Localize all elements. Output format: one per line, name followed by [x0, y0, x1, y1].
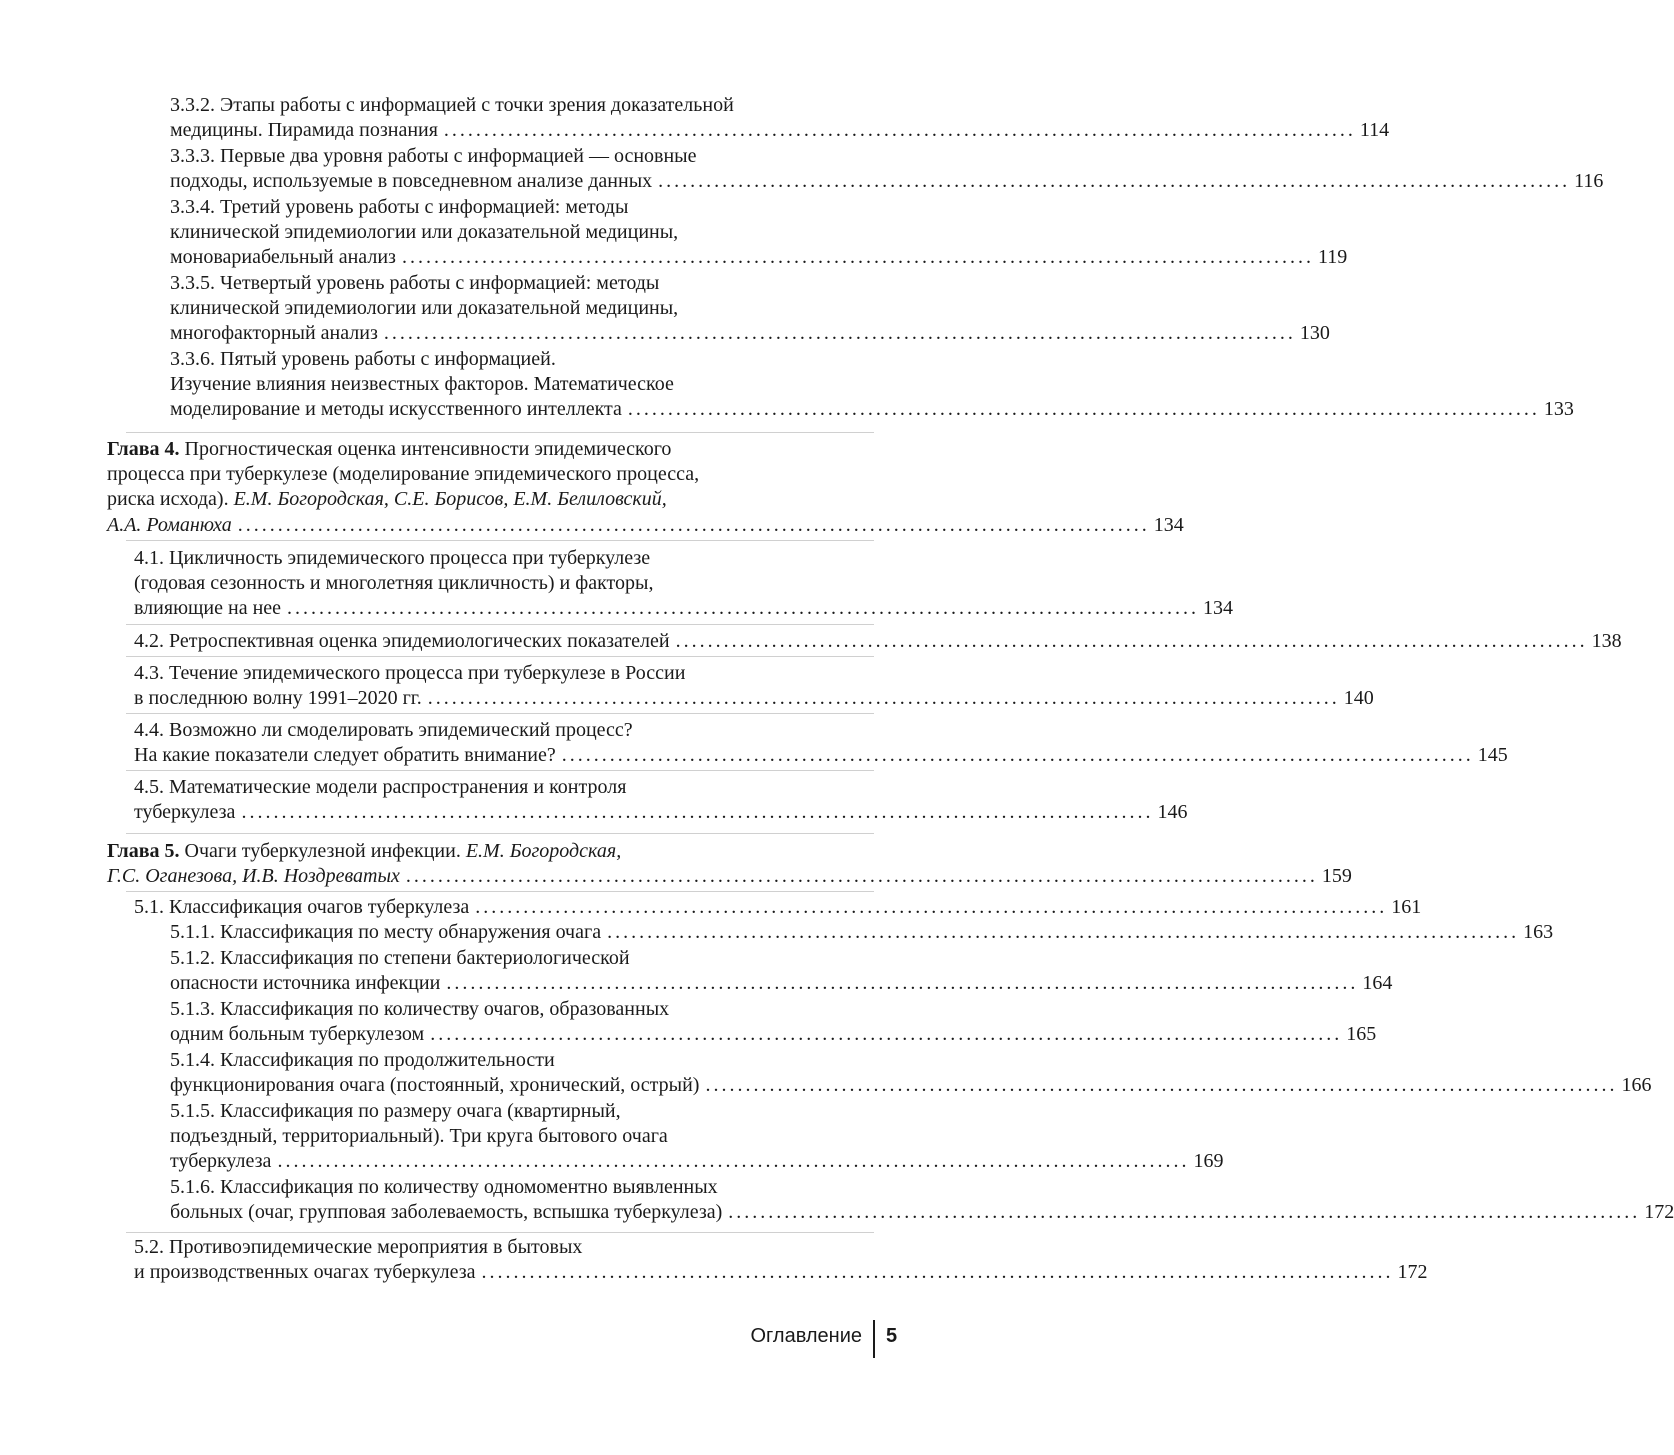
toc-entry-text: 5.1.3. Классификация по количеству очагов, образованных: [170, 998, 670, 1020]
divider: [126, 770, 874, 771]
toc-page-number: 164: [1362, 972, 1393, 995]
dot-leader: ..................................................................................................................: [728, 1201, 1641, 1224]
toc-entry[interactable]: [134, 775, 1188, 825]
toc-entry-text: 3.3.5. Четвертый уровень работы с информацией: методы: [170, 272, 660, 294]
toc-entry-text: 3.3.4. Третий уровень работы с информацией: методы: [170, 196, 629, 218]
toc-entry[interactable]: [170, 93, 1390, 143]
dot-leader: ..................................................................................................................: [405, 865, 1318, 888]
dot-leader: ..................................................................................................................: [427, 687, 1340, 710]
toc-entry-text: 5.1.1. Классификация по месту обнаружения очага: [170, 921, 602, 943]
chapter-label: Глава 5.: [107, 840, 180, 862]
toc-entry[interactable]: [170, 997, 1377, 1047]
toc-entry-text: клинической эпидемиологии или доказательной медицины,: [170, 221, 679, 244]
divider: [126, 891, 874, 892]
toc-entry[interactable]: [170, 144, 1604, 194]
divider: [126, 1232, 874, 1233]
toc-entry-text: одним больным туберкулезом: [170, 1023, 425, 1046]
toc-entry[interactable]: [134, 661, 1374, 711]
toc-entry-text: 5.1.4. Классификация по продолжительности: [170, 1049, 555, 1071]
toc-entry-text: 5.1.5. Классификация по размеру очага (квартирный,: [170, 1100, 621, 1122]
toc-entry-text: моновариабельный анализ: [170, 246, 396, 269]
toc-entry-text: 5.1.6. Классификация по количеству одномоментно выявленных: [170, 1176, 718, 1198]
toc-page-number: 145: [1477, 744, 1508, 767]
dot-leader: ..................................................................................................................: [481, 1261, 1394, 1284]
dot-leader: ..................................................................................................................: [627, 398, 1540, 421]
dot-leader: ..................................................................................................................: [287, 597, 1200, 620]
toc-entry-text: функционирования очага (постоянный, хронический, острый): [170, 1074, 700, 1097]
dot-leader: ..................................................................................................................: [446, 972, 1359, 995]
toc-page-number: 146: [1157, 801, 1188, 824]
toc-entry-text: 5.2. Противоэпидемические мероприятия в бытовых: [134, 1236, 583, 1258]
toc-entry-text: и производственных очагах туберкулеза: [134, 1261, 476, 1284]
toc-page-number: 119: [1317, 246, 1348, 269]
dot-leader: ..................................................................................................................: [607, 921, 1520, 943]
divider: [126, 656, 874, 657]
toc-page-number: 134: [1153, 513, 1184, 536]
toc-entry-text: опасности источника инфекции: [170, 972, 441, 995]
divider: [126, 624, 874, 625]
dot-leader: ..................................................................................................................: [675, 630, 1588, 652]
toc-entry[interactable]: [134, 629, 1622, 654]
footer-divider: [873, 1320, 875, 1358]
toc-page-number: 161: [1391, 896, 1422, 918]
divider: [126, 833, 874, 834]
dot-leader: ..................................................................................................................: [241, 801, 1154, 824]
toc-entry[interactable]: [134, 1235, 1428, 1285]
toc-entry-text: 4.5. Математические модели распространения и контроля: [134, 776, 627, 798]
dot-leader: ..................................................................................................................: [237, 513, 1150, 536]
toc-entry-text: туберкулеза: [170, 1150, 272, 1173]
toc-entry-text: влияющие на нее: [134, 597, 282, 620]
toc-entry-text: 3.3.2. Этапы работы с информацией с точки зрения доказательной: [170, 94, 734, 116]
toc-entry-text: клинической эпидемиологии или доказательной медицины,: [170, 297, 679, 320]
toc-page-number: 172: [1644, 1201, 1674, 1224]
divider: [126, 713, 874, 714]
toc-entry-text: подъездный, территориальный). Три круга бытового очага: [170, 1125, 668, 1148]
toc-entry-text: 5.1. Классификация очагов туберкулеза: [134, 896, 470, 918]
dot-leader: ..................................................................................................................: [277, 1150, 1190, 1173]
toc-entry-text: 4.1. Цикличность эпидемического процесса при туберкулезе: [134, 547, 651, 569]
toc-entry[interactable]: [170, 271, 1330, 347]
toc-entry-text: 5.1.2. Классификация по степени бактериологической: [170, 947, 630, 969]
toc-page-number: 172: [1397, 1261, 1428, 1284]
dot-leader: ..................................................................................................................: [705, 1074, 1618, 1097]
toc-page-number: 114: [1359, 119, 1390, 142]
toc-entry-text: медицины. Пирамида познания: [170, 119, 438, 142]
toc-entry[interactable]: [170, 946, 1393, 996]
chapter-entry[interactable]: [107, 437, 1184, 538]
toc-entry[interactable]: [170, 1048, 1652, 1098]
chapter-authors: А.А. Романюха: [107, 513, 232, 536]
toc-entry-text: больных (очаг, групповая заболеваемость, вспышка туберкулеза): [170, 1201, 723, 1224]
divider: [126, 540, 874, 541]
toc-entry-text: 4.3. Течение эпидемического процесса при туберкулезе в России: [134, 662, 686, 684]
toc-page-number: 138: [1591, 630, 1622, 652]
toc-entry-text: в последнюю волну 1991–2020 гг.: [134, 687, 422, 710]
divider: [126, 432, 874, 433]
page-number: 5: [886, 1325, 898, 1347]
dot-leader: ..................................................................................................................: [430, 1023, 1343, 1046]
toc-entry-text: (годовая сезонность и многолетняя цикличность) и факторы,: [134, 572, 654, 595]
chapter-title-text: процесса при туберкулезе (моделирование эпидемического процесса,: [107, 463, 700, 486]
chapter-authors: Г.С. Оганезова, И.В. Ноздреватых: [107, 865, 400, 888]
toc-entry[interactable]: [170, 195, 1348, 271]
chapter-title-text: Прогностическая оценка интенсивности эпидемического: [184, 438, 672, 460]
toc-entry-text: туберкулеза: [134, 801, 236, 824]
chapter-authors: Е.М. Богородская, С.Е. Борисов, Е.М. Белиловский,: [233, 488, 667, 511]
toc-entry[interactable]: [134, 718, 1508, 768]
chapter-label: Глава 4.: [107, 438, 180, 460]
dot-leader: ..................................................................................................................: [443, 119, 1356, 142]
toc-entry[interactable]: [134, 895, 1422, 920]
chapter-title-text: Очаги туберкулезной инфекции.: [184, 840, 461, 862]
toc-entry[interactable]: [134, 546, 1234, 622]
chapter-authors: Е.М. Богородская,: [465, 840, 622, 862]
dot-leader: ..................................................................................................................: [383, 322, 1296, 345]
toc-entry[interactable]: [170, 920, 1554, 945]
toc-entry-text: Изучение влияния неизвестных факторов. Математическое: [170, 373, 674, 396]
chapter-title-text: риска исхода).: [107, 488, 229, 511]
toc-entry-text: подходы, используемые в повседневном анализе данных: [170, 170, 653, 193]
toc-entry-text: 3.3.3. Первые два уровня работы с информацией — основные: [170, 145, 697, 167]
chapter-entry[interactable]: [107, 839, 1352, 889]
toc-entry-text: 4.2. Ретроспективная оценка эпидемиологических показателей: [134, 630, 670, 652]
running-footer-title: Оглавление: [750, 1325, 862, 1347]
toc-page-number: 163: [1523, 921, 1554, 943]
toc-page-number: 134: [1203, 597, 1234, 620]
toc-page-number: 116: [1574, 170, 1604, 193]
dot-leader: ..................................................................................................................: [475, 896, 1388, 918]
toc-entry-text: 3.3.6. Пятый уровень работы с информацией.: [170, 348, 556, 370]
toc-page-number: 165: [1346, 1023, 1377, 1046]
dot-leader: ..................................................................................................................: [401, 246, 1314, 269]
dot-leader: ..................................................................................................................: [561, 744, 1474, 767]
toc-entry[interactable]: [170, 1099, 1224, 1175]
toc-page-number: 133: [1543, 398, 1574, 421]
toc-entry[interactable]: [170, 1175, 1674, 1225]
toc-entry-text: На какие показатели следует обратить внимание?: [134, 744, 556, 767]
toc-page-number: 140: [1343, 687, 1374, 710]
toc-page-number: 169: [1193, 1150, 1224, 1173]
toc-entry-text: многофакторный анализ: [170, 322, 378, 345]
toc-entry-text: моделирование и методы искусственного интеллекта: [170, 398, 622, 421]
dot-leader: ..................................................................................................................: [658, 170, 1571, 193]
toc-page-number: 159: [1321, 865, 1352, 888]
toc-page-number: 130: [1299, 322, 1330, 345]
toc-page-number: 166: [1621, 1074, 1652, 1097]
toc-entry-text: 4.4. Возможно ли смоделировать эпидемический процесс?: [134, 719, 633, 741]
toc-entry[interactable]: [170, 347, 1574, 423]
